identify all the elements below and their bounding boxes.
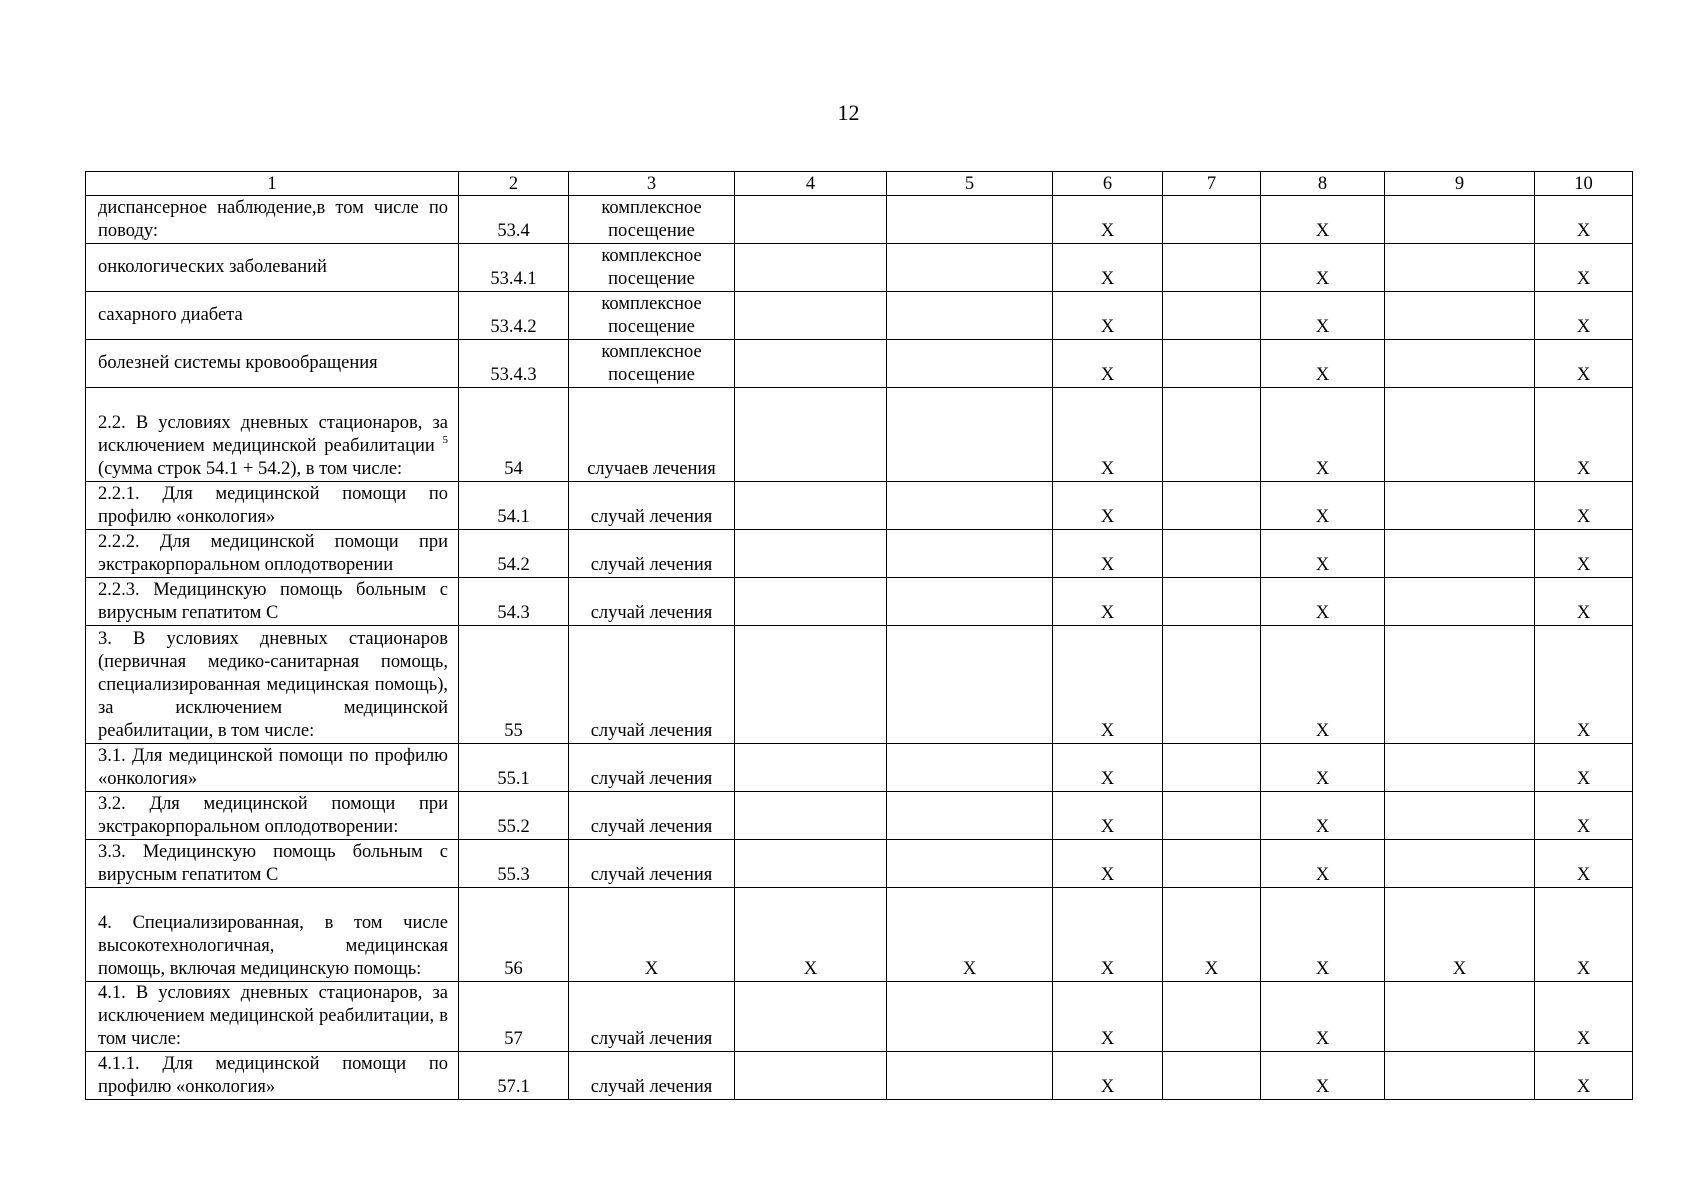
col-9-cell xyxy=(1385,292,1535,340)
col-9-cell xyxy=(1385,744,1535,792)
row-name: 3. В условиях дневных стационаров (первичная медико-санитарная помощь, специализированная медицинская помощь), за исключением медицинской реабилитации, в том числе: xyxy=(86,626,459,744)
column-number: 10 xyxy=(1535,172,1633,196)
row-code: 54.2 xyxy=(459,530,569,578)
row-code: 53.4.3 xyxy=(459,340,569,388)
col-4-cell xyxy=(735,196,887,244)
col-5-cell xyxy=(887,244,1053,292)
row-name xyxy=(86,388,459,482)
row-code: 55.3 xyxy=(459,840,569,888)
col-9-cell xyxy=(1385,982,1535,1052)
col-7-cell xyxy=(1163,840,1261,888)
row-name: 3.1. Для медицинской помощи по профилю «онкология» xyxy=(86,744,459,792)
col-7-cell xyxy=(1163,1052,1261,1100)
col-4-cell xyxy=(735,578,887,626)
row-code: 57.1 xyxy=(459,1052,569,1100)
col-10-cell: X xyxy=(1535,626,1633,744)
col-7-cell xyxy=(1163,578,1261,626)
data-table xyxy=(85,171,1633,1100)
table-row xyxy=(86,292,1633,340)
col-5-cell xyxy=(887,388,1053,482)
row-code: 57 xyxy=(459,982,569,1052)
row-code: 55 xyxy=(459,626,569,744)
table-row xyxy=(86,340,1633,388)
unit-of-measure: случай лечения xyxy=(569,482,735,530)
row-name: 2.2.1. Для медицинской помощи по профилю «онкология» xyxy=(86,482,459,530)
col-8-cell: X xyxy=(1261,840,1385,888)
footnote-marker: 5 xyxy=(442,434,448,446)
row-code: 54.1 xyxy=(459,482,569,530)
column-number: 6 xyxy=(1053,172,1163,196)
table-row xyxy=(86,578,1633,626)
col-8-cell: X xyxy=(1261,792,1385,840)
unit-of-measure: комплексное посещение xyxy=(569,196,735,244)
col-7-cell xyxy=(1163,744,1261,792)
col-10-cell: X xyxy=(1535,1052,1633,1100)
col-4-cell: X xyxy=(735,888,887,982)
col-5-cell xyxy=(887,530,1053,578)
col-10-cell: X xyxy=(1535,578,1633,626)
unit-of-measure: комплексное посещение xyxy=(569,340,735,388)
unit-of-measure: X xyxy=(569,888,735,982)
col-6-cell: X xyxy=(1053,196,1163,244)
row-name: сахарного диабета xyxy=(86,292,459,340)
col-9-cell xyxy=(1385,792,1535,840)
column-number: 5 xyxy=(887,172,1053,196)
unit-of-measure: случай лечения xyxy=(569,744,735,792)
col-6-cell: X xyxy=(1053,626,1163,744)
col-5-cell xyxy=(887,1052,1053,1100)
col-6-cell: X xyxy=(1053,340,1163,388)
col-8-cell: X xyxy=(1261,888,1385,982)
unit-of-measure: случай лечения xyxy=(569,530,735,578)
col-6-cell: X xyxy=(1053,792,1163,840)
table-row xyxy=(86,744,1633,792)
col-5-cell xyxy=(887,982,1053,1052)
col-7-cell xyxy=(1163,482,1261,530)
col-4-cell xyxy=(735,482,887,530)
col-6-cell: X xyxy=(1053,840,1163,888)
col-10-cell: X xyxy=(1535,744,1633,792)
col-6-cell: X xyxy=(1053,244,1163,292)
col-4-cell xyxy=(735,792,887,840)
unit-of-measure: случай лечения xyxy=(569,626,735,744)
table-row xyxy=(86,244,1633,292)
table-row xyxy=(86,196,1633,244)
row-code: 53.4.2 xyxy=(459,292,569,340)
col-5-cell xyxy=(887,840,1053,888)
col-10-cell: X xyxy=(1535,888,1633,982)
col-8-cell: X xyxy=(1261,744,1385,792)
col-10-cell: X xyxy=(1535,792,1633,840)
column-number-row xyxy=(86,172,1633,196)
table-body xyxy=(86,172,1633,1100)
col-10-cell: X xyxy=(1535,340,1633,388)
col-8-cell: X xyxy=(1261,482,1385,530)
col-4-cell xyxy=(735,292,887,340)
table-row xyxy=(86,626,1633,744)
col-4-cell xyxy=(735,626,887,744)
col-10-cell: X xyxy=(1535,840,1633,888)
unit-of-measure: случай лечения xyxy=(569,578,735,626)
row-name: онкологических заболеваний xyxy=(86,244,459,292)
col-4-cell xyxy=(735,388,887,482)
col-9-cell xyxy=(1385,1052,1535,1100)
row-name: 4.1.1. Для медицинской помощи по профилю «онкология» xyxy=(86,1052,459,1100)
col-7-cell xyxy=(1163,196,1261,244)
col-5-cell xyxy=(887,196,1053,244)
col-6-cell: X xyxy=(1053,388,1163,482)
unit-of-measure: случай лечения xyxy=(569,1052,735,1100)
col-9-cell xyxy=(1385,626,1535,744)
col-9-cell xyxy=(1385,578,1535,626)
col-6-cell: X xyxy=(1053,1052,1163,1100)
col-9-cell xyxy=(1385,482,1535,530)
col-6-cell: X xyxy=(1053,482,1163,530)
col-8-cell: X xyxy=(1261,982,1385,1052)
col-4-cell xyxy=(735,982,887,1052)
col-4-cell xyxy=(735,244,887,292)
row-name: 3.3. Медицинскую помощь больным с вирусным гепатитом С xyxy=(86,840,459,888)
col-6-cell: X xyxy=(1053,982,1163,1052)
col-7-cell xyxy=(1163,982,1261,1052)
col-5-cell xyxy=(887,340,1053,388)
unit-of-measure: случай лечения xyxy=(569,840,735,888)
column-number: 3 xyxy=(569,172,735,196)
row-name: болезней системы кровообращения xyxy=(86,340,459,388)
unit-of-measure: случай лечения xyxy=(569,792,735,840)
col-5-cell xyxy=(887,292,1053,340)
col-7-cell xyxy=(1163,530,1261,578)
column-number: 1 xyxy=(86,172,459,196)
col-10-cell: X xyxy=(1535,196,1633,244)
col-8-cell: X xyxy=(1261,340,1385,388)
row-name: 3.2. Для медицинской помощи при экстракорпоральном оплодотворении: xyxy=(86,792,459,840)
col-9-cell xyxy=(1385,340,1535,388)
col-5-cell xyxy=(887,482,1053,530)
row-name: 2.2.3. Медицинскую помощь больным с вирусным гепатитом С xyxy=(86,578,459,626)
col-7-cell xyxy=(1163,792,1261,840)
row-code: 56 xyxy=(459,888,569,982)
col-10-cell: X xyxy=(1535,482,1633,530)
col-8-cell: X xyxy=(1261,578,1385,626)
col-5-cell xyxy=(887,626,1053,744)
row-code: 54 xyxy=(459,388,569,482)
table-row xyxy=(86,840,1633,888)
unit-of-measure: случаев лечения xyxy=(569,388,735,482)
col-7-cell xyxy=(1163,244,1261,292)
col-9-cell: X xyxy=(1385,888,1535,982)
col-7-cell xyxy=(1163,340,1261,388)
col-10-cell: X xyxy=(1535,388,1633,482)
col-9-cell xyxy=(1385,530,1535,578)
col-6-cell: X xyxy=(1053,888,1163,982)
col-8-cell: X xyxy=(1261,626,1385,744)
col-4-cell xyxy=(735,530,887,578)
col-9-cell xyxy=(1385,840,1535,888)
col-4-cell xyxy=(735,744,887,792)
unit-of-measure: случай лечения xyxy=(569,982,735,1052)
col-6-cell: X xyxy=(1053,578,1163,626)
col-5-cell xyxy=(887,792,1053,840)
row-code: 55.2 xyxy=(459,792,569,840)
col-4-cell xyxy=(735,340,887,388)
col-4-cell xyxy=(735,840,887,888)
row-name: 2.2.2. Для медицинской помощи при экстракорпоральном оплодотворении xyxy=(86,530,459,578)
col-8-cell: X xyxy=(1261,196,1385,244)
column-number: 7 xyxy=(1163,172,1261,196)
row-code: 53.4.1 xyxy=(459,244,569,292)
column-number: 8 xyxy=(1261,172,1385,196)
row-name: 4.1. В условиях дневных стационаров, за исключением медицинской реабилитации, в том числе: xyxy=(86,982,459,1052)
col-10-cell: X xyxy=(1535,530,1633,578)
col-8-cell: X xyxy=(1261,1052,1385,1100)
col-8-cell: X xyxy=(1261,388,1385,482)
col-8-cell: X xyxy=(1261,244,1385,292)
col-8-cell: X xyxy=(1261,292,1385,340)
table-row xyxy=(86,530,1633,578)
table-row xyxy=(86,888,1633,982)
col-5-cell xyxy=(887,744,1053,792)
col-9-cell xyxy=(1385,388,1535,482)
row-name: 4. Специализированная, в том числе высокотехнологичная, медицинская помощь, включая медицинскую помощь: xyxy=(86,888,459,982)
col-7-cell xyxy=(1163,626,1261,744)
col-10-cell: X xyxy=(1535,292,1633,340)
col-10-cell: X xyxy=(1535,982,1633,1052)
row-name-text: (сумма строк 54.1 + 54.2), в том числе: xyxy=(98,459,403,479)
col-10-cell: X xyxy=(1535,244,1633,292)
col-6-cell: X xyxy=(1053,292,1163,340)
unit-of-measure: комплексное посещение xyxy=(569,244,735,292)
col-8-cell: X xyxy=(1261,530,1385,578)
col-6-cell: X xyxy=(1053,744,1163,792)
col-9-cell xyxy=(1385,244,1535,292)
table-row xyxy=(86,1052,1633,1100)
table-row xyxy=(86,792,1633,840)
table-row xyxy=(86,388,1633,482)
row-code: 53.4 xyxy=(459,196,569,244)
table-row xyxy=(86,982,1633,1052)
col-9-cell xyxy=(1385,196,1535,244)
col-5-cell xyxy=(887,578,1053,626)
row-name: диспансерное наблюдение,в том числе по поводу: xyxy=(86,196,459,244)
row-code: 55.1 xyxy=(459,744,569,792)
col-5-cell: X xyxy=(887,888,1053,982)
column-number: 2 xyxy=(459,172,569,196)
col-4-cell xyxy=(735,1052,887,1100)
col-7-cell xyxy=(1163,388,1261,482)
col-7-cell: X xyxy=(1163,888,1261,982)
page-number: 12 xyxy=(837,100,860,125)
col-7-cell xyxy=(1163,292,1261,340)
unit-of-measure: комплексное посещение xyxy=(569,292,735,340)
row-name-text: 2.2. В условиях дневных стационаров, за исключением медицинской реабилитации xyxy=(98,413,448,456)
column-number: 9 xyxy=(1385,172,1535,196)
col-6-cell: X xyxy=(1053,530,1163,578)
column-number: 4 xyxy=(735,172,887,196)
table-row xyxy=(86,482,1633,530)
row-code: 54.3 xyxy=(459,578,569,626)
